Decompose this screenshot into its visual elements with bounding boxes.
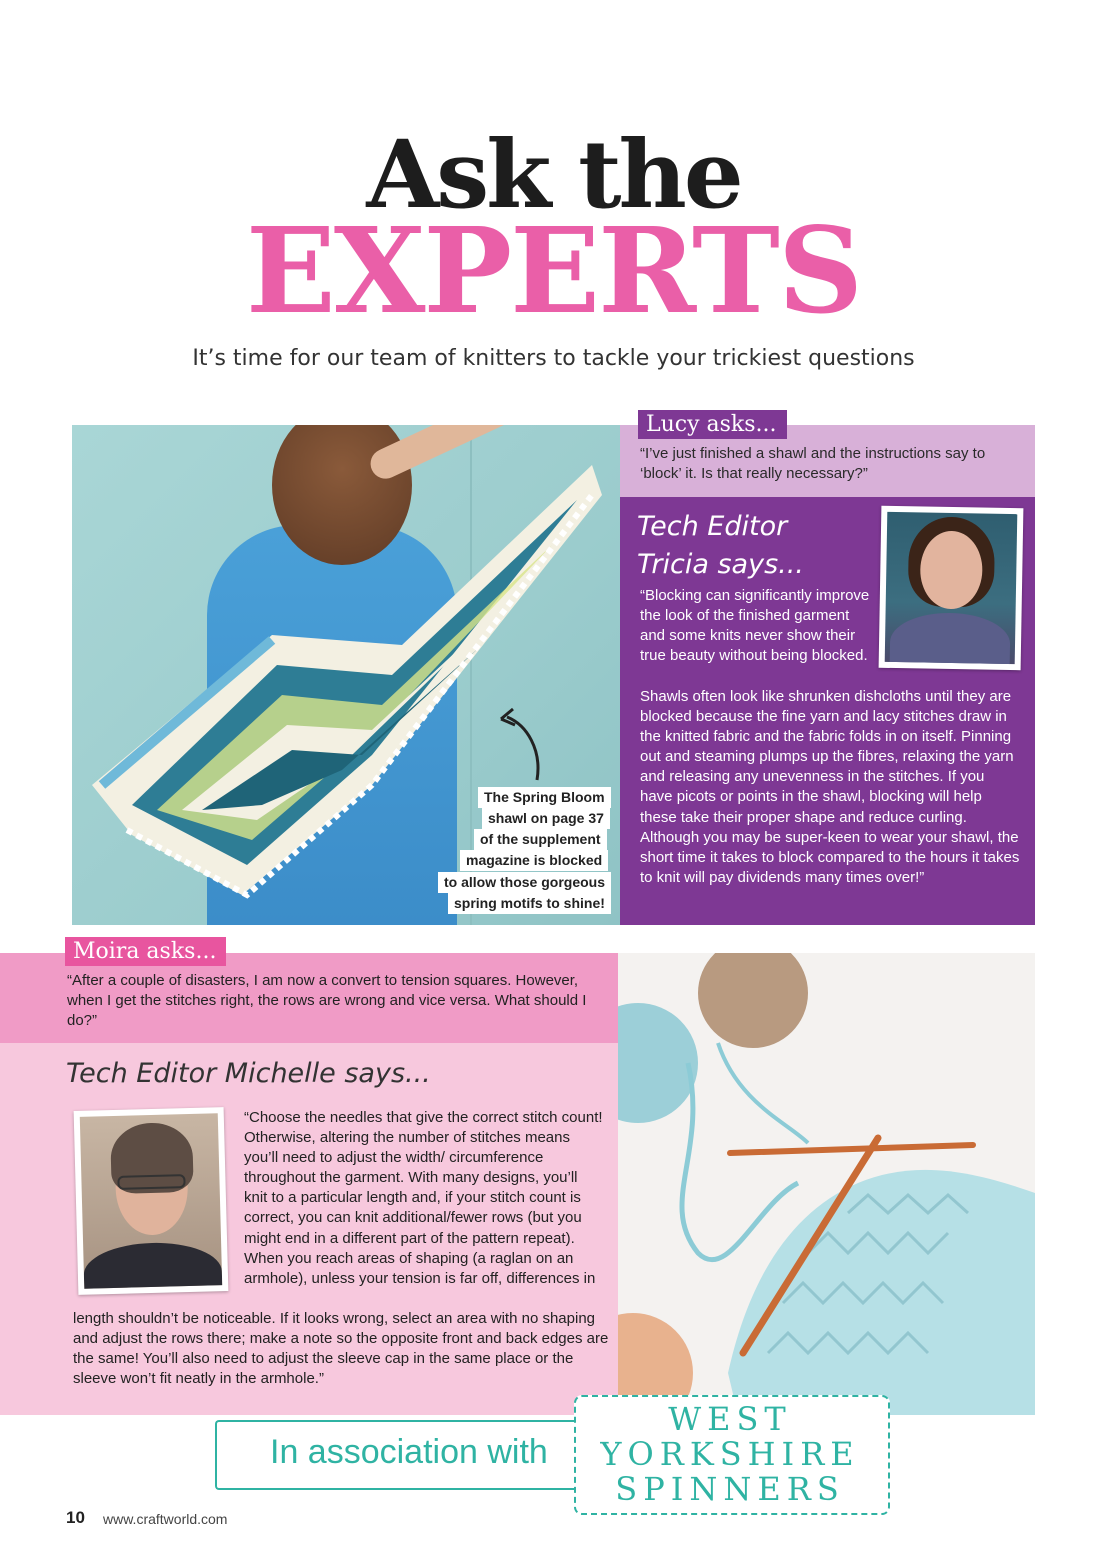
knitting-swatch-photo <box>618 953 1035 1415</box>
michelle-answer-part2: length shouldn’t be noticeable. If it looks wrong, select an area with no shaping and adjust the rows there; make a note so the opposite front and back edges are the same! You’ll also need to adjust the sleeve cap in the same place or the sleeve won’t fit neatly in the armhole.” <box>73 1310 609 1388</box>
page-number: 10 <box>66 1508 85 1527</box>
caption-line: shawl on page 37 <box>482 808 610 829</box>
tricia-answer-part2: Shawls often look like shrunken dishcloths until they are blocked because the fine yarn and lacy stitches draw in the knitted fabric and the fabric folds in on itself. Pinning out and steaming plumps up the fibres, relaxing the yarn and releasing any unevenness in the stitches. If you have picots or points in the shawl, blocking will help these take their proper shape and reduce curling. Although you may be super-keen to wear your shawl, the short time it takes to block compared to the hours it takes to knit will pay dividends many times over!” <box>640 688 1020 886</box>
michelle-portrait <box>74 1107 229 1295</box>
page-subtitle: It’s time for our team of knitters to tackle your trickiest questions <box>192 346 915 371</box>
michelle-answer-part1: “Choose the needles that give the correct stitch count! Otherwise, altering the number of stitches means you’ll need to adjust the width/ circumference throughout the garment. With many designs, you’ll knit to a particular length and, if your stitch count is correct, you can knit additional/fewer rows (but you might end in a different part of the pattern repeat). When you reach areas of shaping (a raglan on an armhole), unless your tension is far off, differences in <box>244 1109 603 1287</box>
tricia-heading-line1: Tech Editor <box>637 511 788 542</box>
logo-line1: WEST <box>668 1400 792 1438</box>
logo-line2: YORKSHIRE <box>600 1435 860 1473</box>
caption-line: of the supplement <box>474 829 607 850</box>
caption-line: spring motifs to shine! <box>448 893 611 914</box>
lucy-question: “I’ve just finished a shawl and the instructions say to ‘block’ it. Is that really necessary?” <box>640 445 986 482</box>
swatch-illustration <box>618 953 1035 1415</box>
caption-line: to allow those gorgeous <box>438 872 611 893</box>
tricia-heading <box>637 508 877 584</box>
arrow-icon <box>497 705 547 785</box>
page-title-line1: Ask the <box>366 120 741 230</box>
moira-asks-tag: Moira asks... <box>65 937 226 966</box>
michelle-heading: Tech Editor Michelle says... <box>66 1058 431 1089</box>
caption-line: The Spring Bloom <box>478 787 611 808</box>
tricia-answer-part1: “Blocking can significantly improve the look of the finished garment and some knits never show their true beauty without being blocked. <box>640 587 870 665</box>
sponsor-banner-text: In association with <box>270 1433 548 1471</box>
footer-url: www.craftworld.com <box>103 1511 228 1527</box>
lucy-asks-tag: Lucy asks... <box>638 410 787 439</box>
tricia-heading-line2: Tricia says... <box>637 549 804 580</box>
tricia-portrait <box>879 506 1024 670</box>
logo-line3: SPINNERS <box>615 1470 845 1508</box>
moira-question: “After a couple of disasters, I am now a convert to tension squares. However, when I get the stitches right, the rows are wrong and vice versa. What should I do?” <box>67 972 587 1029</box>
caption-line: magazine is blocked <box>460 850 608 871</box>
page-title-line2: EXPERTS <box>245 201 862 340</box>
